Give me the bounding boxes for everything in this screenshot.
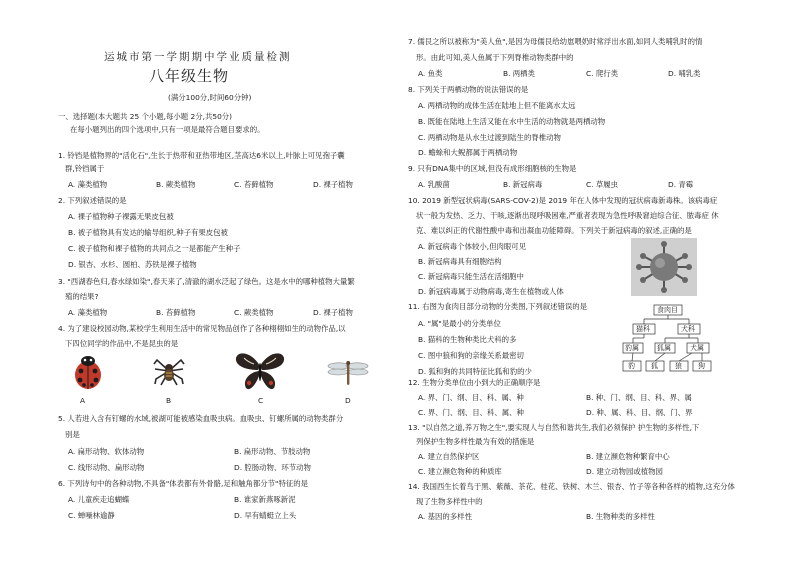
q13-stem-cont: 列保护生物多样性最为有效的措施是 <box>416 437 535 446</box>
q8-option-c: C. 两栖动物是从水生过渡到陆生的脊椎动物 <box>418 133 561 142</box>
classification-tree <box>622 304 714 372</box>
q5-stem: 5. 人若进入含有钉螺的水域,被湖可能被感染血吸虫病。血吸虫、钉螺所属的动物类群分 <box>58 414 344 423</box>
tree-genus-panthera: 豹属 <box>625 344 639 352</box>
q9-option-a: A. 乳酸菌 <box>418 180 450 189</box>
q12-option-a: A. 界、门、纲、目、科、属、种 <box>418 393 524 402</box>
q14-stem-cont: 现了生物多样性中的 <box>416 497 483 506</box>
q11-option-b: B. 猫科的生物种类比犬科的多 <box>418 335 517 344</box>
q2-option-a: A. 裸子植物种子裸露无果皮包被 <box>68 212 174 221</box>
q7-option-a: A. 鱼类 <box>418 69 443 78</box>
q11-option-a: A. "属"是最小的分类单位 <box>418 319 501 328</box>
q9-option-b: B. 新冠病毒 <box>503 180 543 189</box>
q9-option-d: D. 青霉 <box>668 180 694 189</box>
q2-option-d: D. 银杏、水杉、圆柏、苏铁是裸子植物 <box>68 260 197 269</box>
tree-species-wolf: 狼 <box>675 362 682 370</box>
q14-stem: 14. 我国西生长着鸟于黑、紫薇、茶花、桂花、铁树、木兰、银杏、竹子等各种各样的植物,这充分体 <box>408 482 735 491</box>
q10-stem-cont2: 克、难以纠正的代谢性酸中毒和出凝血功能障碍。下列关于新冠病毒的叙述,正确的是 <box>416 226 692 235</box>
q5-stem-cont: 别是 <box>65 430 80 439</box>
q11-stem: 11. 右图为食肉目部分动物的分类图,下列叙述错误的是 <box>408 302 588 311</box>
q13-option-b: B. 建立濒危物种繁育中心 <box>586 452 670 461</box>
q5-option-a: A. 扁形动物、软体动物 <box>68 447 145 456</box>
q9-option-c: C. 草履虫 <box>586 180 619 189</box>
q13-stem: 13. "以自然之道,养万物之生",要实现人与自然和谐共生,我们必须保护 护生物的多样性,下 <box>408 423 700 432</box>
tree-family-cat: 猫科 <box>636 325 650 333</box>
q2-option-c: C. 被子植物和裸子植物的共同点之一是都能产生种子 <box>68 244 241 253</box>
q7-stem: 7. 儒艮之所以被称为"美人鱼",是因为母儒艮给幼崽喂奶时常浮出水面,如同人类哺乳时的情 <box>408 37 703 46</box>
section-heading: 一、选择题(本大题共 25 个小题,每小题 2分,共50分) <box>58 112 233 121</box>
coronavirus-image <box>631 238 697 296</box>
tree-species-dog: 狗 <box>698 362 705 370</box>
q1-option-d: D. 裸子植物 <box>313 180 353 189</box>
q3-option-b: B. 苔藓植物 <box>156 308 196 317</box>
q13-option-c: C. 建立濒危物种的种质库 <box>418 467 502 476</box>
exam-title: 运城市第一学期期中学业质量检测 <box>104 51 292 63</box>
q1-option-a: A. 藻类植物 <box>68 180 108 189</box>
q4-label-d: D <box>345 396 351 405</box>
q11-option-c: C. 图中狼和狗的亲缘关系最密切 <box>418 351 524 360</box>
q3-stem: 3. "西湖春色归,春水绿如染",春天来了,清澈的湖水泛起了绿色。这是水中的哪种植物大量繁 <box>58 277 355 286</box>
q4-label-c: C <box>258 396 264 405</box>
q6-option-d: D. 早有蜻蜓立上头 <box>234 511 297 520</box>
tree-species-leopard: 豹 <box>628 362 635 370</box>
score-time: (满分100分,时间60分钟) <box>168 93 252 102</box>
q7-option-d: D. 哺乳类 <box>668 69 701 78</box>
q10-stem: 10. 2019 新型冠状病毒(SARS-COV-2)是 2019 年在人体中发现的冠状病毒新毒株。该病毒症 <box>408 196 718 205</box>
q11-option-d: D. 狐和狗的共同特征比狐和豹的少 <box>418 367 532 376</box>
q3-option-c: C. 蕨类植物 <box>234 308 274 317</box>
q6-option-b: B. 谁家新燕啄新泥 <box>234 495 296 504</box>
q5-option-d: D. 腔肠动物、环节动物 <box>234 463 311 472</box>
q2-stem: 2. 下列叙述错误的是 <box>58 196 127 205</box>
q3-option-d: D. 裸子植物 <box>313 308 353 317</box>
q10-option-b: B. 新冠病毒具有细胞结构 <box>418 257 502 266</box>
tree-species-fox: 狐 <box>651 362 658 370</box>
q13-option-a: A. 建立自然保护区 <box>418 452 480 461</box>
q10-option-c: C. 新冠病毒只能生活在活细胞中 <box>418 272 524 281</box>
ladybug-image <box>70 352 106 390</box>
butterfly-image <box>234 350 286 392</box>
q8-option-b: B. 既能在陆地上生活又能在水中生活的动物就是两栖动物 <box>418 117 606 126</box>
q8-option-a: A. 两栖动物的成体生活在陆地上但不能离水太远 <box>418 101 576 110</box>
q1-option-c: C. 苔藓植物 <box>234 180 274 189</box>
q3-option-a: A. 藻类植物 <box>68 308 108 317</box>
q12-option-c: C. 界、门、纲、目、科、属、种 <box>418 408 524 417</box>
q4-stem-cont: 下四位同学的作品中,不是昆虫的是 <box>65 339 179 348</box>
tree-genus-vulpes: 狐属 <box>657 344 671 352</box>
q4-label-b: B <box>166 396 172 405</box>
tree-genus-canis: 犬属 <box>690 344 704 352</box>
q8-option-d: D. 蟾蜍和大鲵都属于两栖动物 <box>418 148 518 157</box>
q10-option-d: D. 新冠病毒属于动物病毒,寄生在植物或人体 <box>418 287 564 296</box>
q4-stem: 4. 为了建设校园动物,某校学生利用生活中的常见物品创作了各种栩栩如生的动物作品,以 <box>58 324 346 333</box>
q5-option-c: C. 线形动物、扁形动物 <box>68 463 145 472</box>
q1-stem: 1. 铃铛是植物界的"活化石",生长于热带和亚热带地区,茎高达6米以上,叶脉上可见孢子囊 <box>58 151 345 160</box>
q6-option-a: A. 儿童疾走追蝴蝶 <box>68 495 130 504</box>
q5-option-b: B. 扁形动物、节肢动物 <box>234 447 311 456</box>
q8-stem: 8. 下列关于两栖动物的说法错误的是 <box>408 85 529 94</box>
q2-option-b: B. 被子植物具有发达的输导组织,种子有果皮包被 <box>68 228 228 237</box>
q7-option-c: C. 爬行类 <box>586 69 619 78</box>
q1-option-b: B. 蕨类植物 <box>156 180 196 189</box>
q14-option-b: B. 生物种类的多样性 <box>586 512 655 521</box>
q10-stem-cont1: 状一般为发热、乏力、干咳,逐渐出现呼吸困难,严重者表现为急性呼吸窘迫综合征、脓毒症 休 <box>416 211 719 220</box>
tree-root: 食肉目 <box>657 306 678 314</box>
q12-stem: 12. 生物分类单位由小到大的正确顺序是 <box>408 378 541 387</box>
q10-option-a: A. 新冠病毒个体较小,但肉眼可见 <box>418 242 527 251</box>
q4-label-a: A <box>80 396 86 405</box>
subject-title: 八年级生物 <box>149 67 230 85</box>
q3-stem-cont: 殖的结果? <box>65 292 99 301</box>
spider-image <box>152 354 186 388</box>
q1-stem-cont: 群,铃铛属于 <box>65 164 105 173</box>
q14-option-a: A. 基因的多样性 <box>418 512 472 521</box>
q9-stem: 9. 只有DNA集中的区域,但没有成形细胞核的生物是 <box>408 164 577 173</box>
q6-stem: 6. 下列诗句中的各种动物,不具备"体表都有外骨骼,足和触角都分节"特征的是 <box>58 479 309 488</box>
q12-option-d: D. 种、属、科、目、纲、门、界 <box>586 408 693 417</box>
section-instruction: 在每小题列出的四个选项中,只有一项是最符合题目要求的。 <box>70 125 265 134</box>
tree-family-dog: 犬科 <box>681 325 695 333</box>
q7-stem-cont: 形。由此可知,美人鱼属于下列脊椎动物类群中的 <box>416 53 574 62</box>
dragonfly-image <box>326 360 370 386</box>
q13-option-d: D. 建立动物园或植物园 <box>586 467 663 476</box>
q7-option-b: B. 两栖类 <box>503 69 535 78</box>
q6-option-c: C. 蝉噪林逾静 <box>68 511 115 520</box>
q12-option-b: B. 种、门、纲、目、科、界、属 <box>586 393 692 402</box>
